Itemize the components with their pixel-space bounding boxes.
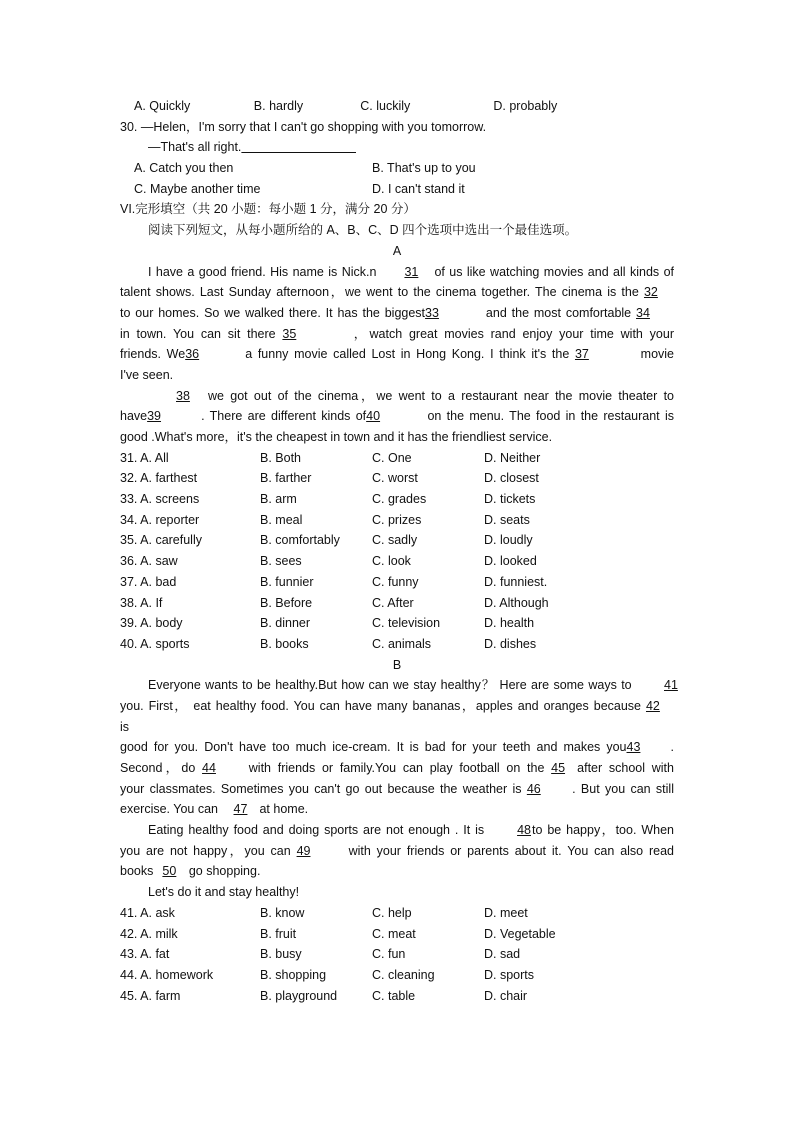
q29-option-c: C. luckily [360,99,411,113]
passage-b-line-8 [120,820,674,841]
questions-a [120,448,674,655]
question-option-a: 37. A. bad [120,574,177,589]
question-option-b: B. playground [260,988,338,1003]
question-option-c: C. table [372,988,416,1003]
question-option-b: B. funnier [260,574,314,589]
text: talent shows. Last Sunday afternoon，we went to the cinema together. The cinema is the [120,285,639,300]
question-option-d: D. health [484,616,535,631]
passage-a-line-3 [120,303,674,324]
text: I have a good friend. His name is Nick.n [148,264,377,279]
question-option-c: C. cleaning [372,967,435,982]
exam-page [120,96,678,1006]
question-option-a: 38. A. If [120,595,163,610]
q30-option-c: C. Maybe another time [134,181,261,196]
text: . But you can still [572,781,674,796]
q30-option-b: B. That's up to you [372,161,476,176]
text: to be happy，too. When [532,823,674,838]
question-option-c: C. television [372,616,441,631]
question-option-d: D. sports [484,967,535,982]
q30-options-row1 [120,158,674,179]
question-option-d: D. meet [484,905,528,920]
section-vi-instruction: 阅读下列短文，从每小题所给的 A、B、C、D 四个选项中选出一个最佳选项。 [148,223,578,238]
question-option-d: D. looked [484,554,537,569]
q29-options [120,96,674,117]
question-option-c: C. funny [372,574,419,589]
text: Eating healthy food and doing sports are not enough . It is [148,823,485,838]
blank-35: 35 [282,326,297,341]
q30-options-row2 [120,179,674,200]
q29-option-d: D. probably [493,99,558,113]
question-option-a: 39. A. body [120,616,183,631]
blank-45: 45 [551,761,566,775]
text: after school with [577,761,674,775]
question-option-a: 40. A. sports [120,636,190,651]
blank-38: 38 [176,388,190,403]
passage-a-line-5 [120,344,674,365]
passage-a-line-7 [120,386,674,407]
text: you. First， eat healthy food. You can have many bananas，apples and oranges because [120,698,641,713]
b-question-row [120,944,674,965]
b-question-row [120,924,674,945]
question-option-b: B. shopping [260,967,327,982]
question-option-b: B. busy [260,947,302,962]
question-option-b: B. books [260,636,309,651]
passage-b-line-5 [120,758,674,779]
blank-46: 46 [526,781,541,796]
blank-48: 48 [517,823,531,838]
passage-b-line-2 [120,696,674,717]
question-option-d: D. chair [484,988,528,1003]
question-option-d: D. Although [484,595,549,610]
passage-b-label: B [392,657,402,672]
question-option-a: 33. A. screens [120,492,200,507]
blank-39: 39 [147,409,162,424]
question-option-c: C. After [372,595,414,610]
a-question-row [120,551,674,572]
blank-43: 43 [626,740,641,755]
passage-b-line-10 [120,861,674,882]
passage-a-line-6: I've seen. [120,367,174,382]
a-question-row [120,572,674,593]
question-option-d: D. closest [484,471,539,486]
text: exercise. You can [120,802,218,817]
b-question-row [120,903,674,924]
q29-option-b: B. hardly [253,99,304,113]
question-option-b: B. farther [260,471,312,486]
question-option-a: 45. A. farm [120,988,181,1003]
text: a funny movie called Lost in Hong Kong. I think it's the [245,347,570,362]
text: . [670,740,674,755]
q29-option-a: A. Quickly [134,99,191,113]
question-option-b: B. dinner [260,616,311,631]
question-option-a: 34. A. reporter [120,512,200,527]
passage-b-line-4 [120,737,674,758]
a-question-row [120,510,674,531]
blank-31: 31 [404,264,419,279]
blank-41: 41 [664,678,678,693]
text: at home. [259,802,309,817]
text: your classmates. Sometimes you can't go out because the weather is [120,781,522,796]
question-option-d: D. funniest. [484,574,548,589]
a-question-row [120,489,674,510]
a-question-row [120,593,674,614]
blank-42: 42 [645,698,660,713]
blank-34: 34 [636,305,650,320]
questions-b [120,903,674,1006]
text: in town. You can sit there [120,326,276,341]
question-option-c: C. look [372,554,411,569]
question-option-b: B. meal [260,512,303,527]
b-question-row [120,965,674,986]
question-option-a: 35. A. carefully [120,533,202,548]
question-option-d: D. Neither [484,450,541,465]
question-option-c: C. sadly [372,533,418,548]
question-option-a: 41. A. ask [120,905,175,920]
passage-a-line-4 [120,324,674,345]
text: of us like watching movies and all kinds of [434,264,674,279]
q30-reply [120,137,674,158]
question-option-a: 32. A. farthest [120,471,198,486]
question-option-b: B. fruit [260,926,297,941]
a-question-row [120,468,674,489]
q30-stem: 30. —Helen，I'm sorry that I can't go shopping with you tomorrow. [120,119,487,134]
q30-option-a: A. Catch you then [134,161,234,176]
question-option-c: C. fun [372,947,406,962]
a-question-row [120,530,674,551]
passage-b-line-1 [120,675,678,696]
blank-44: 44 [202,761,216,775]
a-question-row [120,634,674,655]
question-option-c: C. worst [372,471,418,486]
passage-b-line-9 [120,841,674,862]
text: with friends or family.You can play football on the [248,761,545,775]
question-option-c: C. help [372,905,412,920]
text: have [120,409,148,424]
question-option-b: B. Before [260,595,313,610]
question-option-d: D. loudly [484,533,533,548]
text: books [120,864,154,879]
a-question-row [120,448,674,469]
question-option-d: D. Vegetable [484,926,556,941]
section-vi-title: VI.完形填空（共 20 小题：每小题 1 分，满分 20 分） [120,202,416,217]
question-option-d: D. seats [484,512,530,527]
question-option-a: 36. A. saw [120,554,178,569]
text: Everyone wants to be healthy.But how can we stay healthy？ Here are some ways to [148,678,632,693]
text: friends. We [120,347,186,362]
text: with your friends or parents about it. You can also read [348,843,675,858]
blank-50: 50 [162,864,177,879]
passage-a-label: A [392,243,402,258]
question-option-a: 42. A. milk [120,926,178,941]
question-option-c: C. meat [372,926,416,941]
passage-a-line-8 [120,406,674,427]
b-question-row [120,986,674,1007]
blank-32: 32 [643,285,658,300]
text: ，watch great movies rand enjoy your time with your [350,326,674,341]
text: you are not happy，you can [120,843,291,858]
question-option-a: 31. A. All [120,450,169,465]
text: and the most comfortable [485,305,632,320]
blank-49: 49 [296,843,311,858]
blank-36: 36 [185,347,200,362]
question-option-d: D. sad [484,947,521,962]
passage-a-line-1 [120,262,674,283]
question-option-b: B. know [260,905,305,920]
text: good for you. Don't have too much ice-cream. It is bad for your teeth and makes you [120,740,627,755]
text: on the menu. The food in the restaurant is [427,409,674,424]
question-option-b: B. sees [260,554,302,569]
q30-reply-text: —That's all right. [148,140,242,155]
question-option-d: D. dishes [484,636,537,651]
question-option-b: B. arm [260,492,297,507]
passage-b-line-7 [120,799,674,820]
text: . There are different kinds of [201,409,367,424]
question-option-c: C. animals [372,636,432,651]
q30-blank [241,140,356,154]
passage-b-line-11: Let's do it and stay healthy! [148,885,300,900]
blank-40: 40 [366,409,381,424]
text: to our homes. So we walked there. It has the biggest [120,305,426,320]
passage-b-line-6 [120,779,674,800]
question-option-c: C. One [372,450,412,465]
a-question-row [120,613,674,634]
question-option-b: B. comfortably [260,533,340,548]
blank-47: 47 [233,802,248,817]
blank-37: 37 [574,347,589,362]
blank-33: 33 [425,305,439,320]
q30-option-d: D. I can't stand it [372,181,465,196]
question-option-b: B. Both [260,450,301,465]
text: go shopping. [188,864,261,879]
text: we got out of the cinema，we went to a restaurant near the movie theater to [208,388,674,403]
passage-b-line-3: is [120,719,130,734]
question-option-c: C. grades [372,492,427,507]
question-option-d: D. tickets [484,492,536,507]
question-option-a: 44. A. homework [120,967,214,982]
text: Second，do [120,761,196,775]
text: movie [640,347,674,362]
question-option-a: 43. A. fat [120,947,170,962]
question-option-c: C. prizes [372,512,422,527]
passage-a-line-2 [120,282,674,303]
passage-a-line-9: good .What's more，it's the cheapest in town and it has the friendliest service. [120,430,553,444]
